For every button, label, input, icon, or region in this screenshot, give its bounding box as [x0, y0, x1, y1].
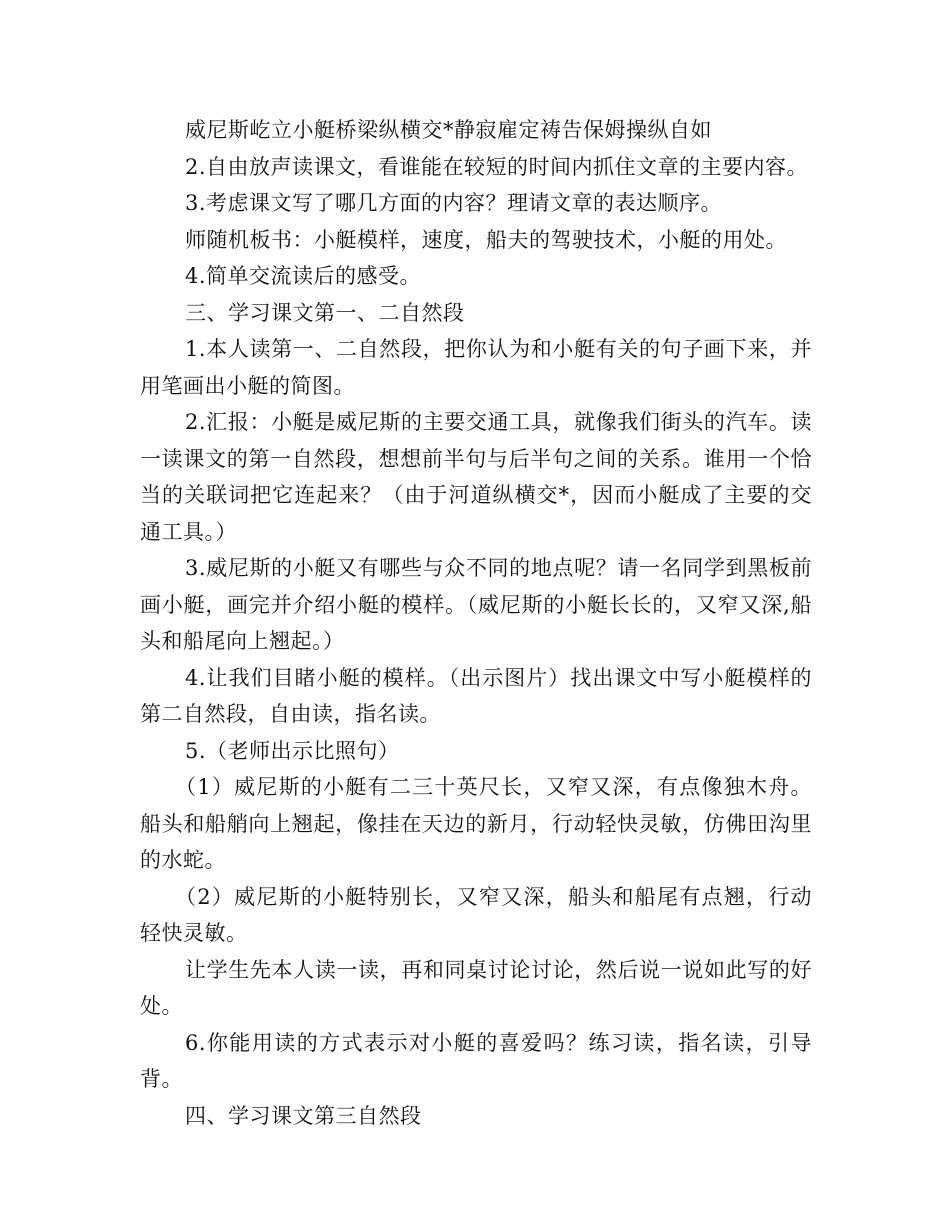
paragraph-item-6: 6.你能用读的方式表示对小艇的喜爱吗？练习读，指名读，引导背。	[140, 1030, 812, 1091]
paragraph-item-5: 5.（老师出示比照句）	[185, 738, 400, 763]
section-heading-three: 三、学习课文第一、二自然段	[185, 300, 465, 325]
paragraph-item-4: 4.让我们目睹小艇的模样。（出示图片）找出课文中写小艇模样的第二自然段，自由读，指名读。	[140, 665, 812, 726]
paragraph-vocabulary: 威尼斯屹立小艇桥梁纵横交*静寂雇定祷告保姆操纵自如	[185, 118, 712, 142]
paragraph-board-notes: 师随机板书：小艇模样，速度，船夫的驾驶技术，小艇的用处。	[185, 227, 787, 252]
paragraph-item-1: 1.本人读第一、二自然段，把你认为和小艇有关的句子画下来，并用笔画出小艇的简图。	[140, 337, 812, 398]
paragraph-step-2-read-aloud: 2.自由放声读课文，看谁能在较短的时间内抓住文章的主要内容。	[185, 154, 809, 179]
paragraph-discussion: 让学生先本人读一读，再和同桌讨论讨论，然后说一说如此写的好处。	[140, 957, 812, 1018]
section-heading-four: 四、学习课文第三自然段	[185, 1103, 422, 1128]
paragraph-item-2: 2.汇报：小艇是威尼斯的主要交通工具，就像我们街头的汽车。读一读课文的第一自然段，想想前半句与后半句之间的关系。谁用一个恰当的关联词把它连起来？（由于河道纵横交*，因而小艇成了主要的交通工具。）	[140, 410, 812, 544]
document-body	[140, 112, 812, 1134]
paragraph-step-3-think: 3.考虑课文写了哪几方面的内容？理请文章的表达顺序。	[185, 191, 723, 215]
paragraph-comparison-1: （1）威尼斯的小艇有二三十英尺长，又窄又深，有点像独木舟。船头和船艄向上翘起，像挂在天边的新月，行动轻快灵敏，仿佛田沟里的水蛇。	[140, 775, 812, 872]
paragraph-item-3: 3.威尼斯的小艇又有哪些与众不同的地点呢？请一名同学到黑板前画小艇，画完并介绍小艇的模样。（威尼斯的小艇长长的，又窄又深,船头和船尾向上翘起。）	[140, 556, 812, 653]
paragraph-comparison-2: （2）威尼斯的小艇特别长，又窄又深，船头和船尾有点翘，行动轻快灵敏。	[140, 884, 812, 945]
paragraph-step-4-share: 4.简单交流读后的感受。	[185, 264, 422, 288]
